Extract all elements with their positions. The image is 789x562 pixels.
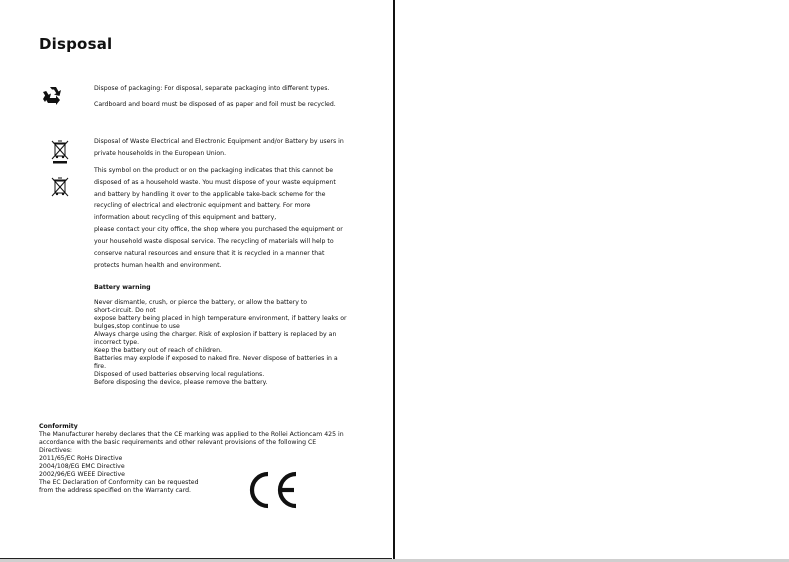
- battery-warning-line: Disposed of used batteries observing local regulations.: [94, 371, 265, 378]
- conformity-line: 2011/65/EC RoHs Directive: [39, 455, 123, 462]
- weee-line: disposed of as a household waste. You must dispose of your waste equipment: [94, 179, 336, 186]
- battery-warning-line: Batteries may explode if exposed to naked fire. Never dispose of batteries in a: [94, 355, 338, 362]
- weee-line: recycling of electrical and electronic equipment and battery. For more: [94, 202, 311, 209]
- battery-warning-line: Before disposing the device, please remove the battery.: [94, 379, 268, 386]
- weee-line: please contact your city office, the shop where you purchased the equipment or: [94, 226, 343, 233]
- packaging-line-1: Dispose of packaging: For disposal, separate packaging into different types.: [94, 85, 330, 92]
- conformity-line: Directives:: [39, 447, 73, 454]
- conformity-line: 2002/96/EG WEEE Directive: [39, 471, 125, 478]
- weee-line: Disposal of Waste Electrical and Electronic Equipment and/or Battery by users in: [94, 138, 344, 145]
- weee-line: information about recycling of this equipment and battery,: [94, 214, 277, 221]
- left-page: [0, 0, 392, 560]
- battery-warning-line: Keep the battery out of reach of children.: [94, 347, 222, 354]
- battery-warning-heading: Battery warning: [94, 284, 151, 291]
- page-title: Disposal: [39, 35, 113, 53]
- conformity-heading: Conformity: [39, 423, 78, 430]
- conformity-line: The Manufacturer hereby declares that the CE marking was applied to the Rollei Actioncam 425 in: [39, 431, 344, 438]
- battery-warning-line: incorrect type.: [94, 339, 140, 346]
- weee-line: and battery by handling it over to the applicable take-back scheme for the: [94, 191, 326, 198]
- conformity-line: from the address specified on the Warranty card.: [39, 487, 192, 494]
- battery-warning-line: expose battery being placed in high temperature environment, if battery leaks or: [94, 315, 347, 322]
- battery-warning-line: fire.: [94, 363, 107, 370]
- battery-warning-line: short-circuit. Do not: [94, 307, 156, 314]
- ce-mark-icon: [246, 470, 302, 510]
- packaging-line-2: Cardboard and board must be disposed of as paper and foil must be recycled.: [94, 101, 336, 108]
- weee-line: private households in the European Union.: [94, 150, 227, 157]
- conformity-line: The EC Declaration of Conformity can be requested: [39, 479, 199, 486]
- recycle-icon: [41, 85, 65, 107]
- weee-line: conserve natural resources and ensure that it is recycled in a manner that: [94, 250, 325, 257]
- right-page-blank: [395, 0, 789, 560]
- battery-warning-line: bulges,stop continue to use: [94, 323, 180, 330]
- conformity-line: 2004/108/EG EMC Directive: [39, 463, 125, 470]
- weee-line: protects human health and environment.: [94, 262, 222, 269]
- crossed-out-bin-icon: [50, 139, 70, 165]
- crossed-out-bin-icon: [50, 176, 70, 198]
- battery-warning-line: Never dismantle, crush, or pierce the battery, or allow the battery to: [94, 299, 308, 306]
- battery-warning-line: Always charge using the charger. Risk of explosion if battery is replaced by an: [94, 331, 337, 338]
- weee-line: your household waste disposal service. The recycling of materials will help to: [94, 238, 334, 245]
- weee-line: This symbol on the product or on the packaging indicates that this cannot be: [94, 167, 334, 174]
- conformity-line: accordance with the basic requirements and other relevant provisions of the following CE: [39, 439, 317, 446]
